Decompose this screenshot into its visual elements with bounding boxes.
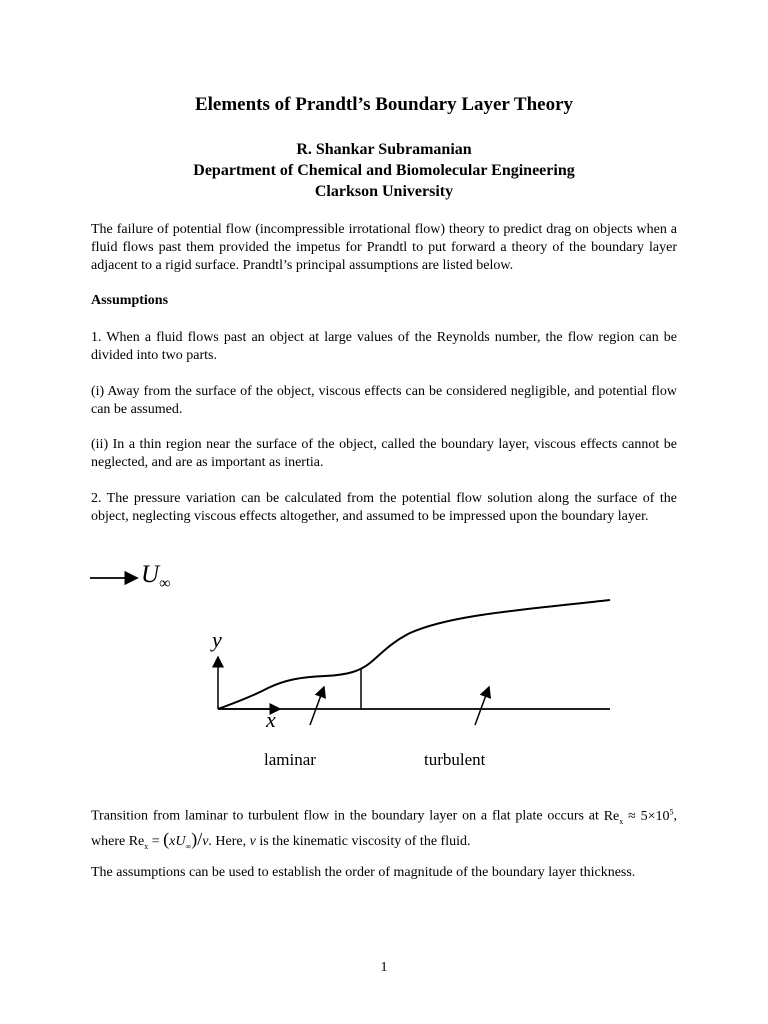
assumption-1-ii: (ii) In a thin region near the surface of the object, called the boundary layer, viscous effects cannot be neglected, and are as important as inertia. — [91, 437, 677, 470]
freestream-label: $U_\infty$ — [141, 561, 171, 592]
assumption-1-i: (i) Away from the surface of the object, viscous effects can be considered negligible, and potential flow can be assumed. — [91, 384, 677, 417]
closing-paragraph: The assumptions can be used to establish the order of magnitude of the boundary layer thickness. — [91, 865, 636, 880]
reynolds-criterion: $Re_x \approx 5\times 10^5$ — [603, 807, 674, 826]
turbulent-label: turbulent — [424, 750, 486, 769]
author-university: Clarkson University — [314, 183, 454, 200]
reynolds-definition: $Re_x = (xU_\infty)/\nu$ — [128, 829, 209, 852]
assumptions-heading: Assumptions — [91, 293, 169, 308]
page-title: Elements of Prandtl’s Boundary Layer Theory — [194, 94, 574, 115]
assumption-1: 1. When a fluid flows past an object at large values of the Reynolds number, the flow region can be divided into two parts. — [91, 330, 677, 363]
author-name: R. Shankar Subramanian — [296, 141, 472, 158]
turbulent-pointer — [475, 687, 489, 725]
author-department: Department of Chemical and Biomolecular Engineering — [193, 162, 575, 179]
author-block — [0, 139, 768, 202]
assumption-2: 2. The pressure variation can be calculated from the potential flow solution along the surface of the object, neglecting viscous effects altogether, and assumed to be impressed upon the boundary layer. — [91, 491, 677, 524]
y-axis-label: y — [212, 627, 222, 652]
x-axis-label: x — [266, 707, 276, 732]
transition-paragraph: Transition from laminar to turbulent flow in the boundary layer on a flat plate occurs at $Re_x \approx 5\times 10^5$, where $Re_x = (xU_\infty)/\nu$. Here, ν is the kinematic viscosity of the fluid. — [91, 807, 678, 852]
intro-paragraph: The failure of potential flow (incompressible irrotational flow) theory to predict drag on objects when a fluid flows past them provided the impetus for Prandtl to put forward a theory of the boundary layer adjacent to a rigid surface. Prandtl’s principal assumptions are listed below. — [91, 222, 677, 273]
laminar-pointer — [310, 687, 324, 725]
laminar-label: laminar — [264, 750, 316, 769]
boundary-layer-edge — [218, 600, 610, 709]
boundary-layer-figure — [0, 555, 768, 785]
page-number: 1 — [380, 960, 388, 975]
